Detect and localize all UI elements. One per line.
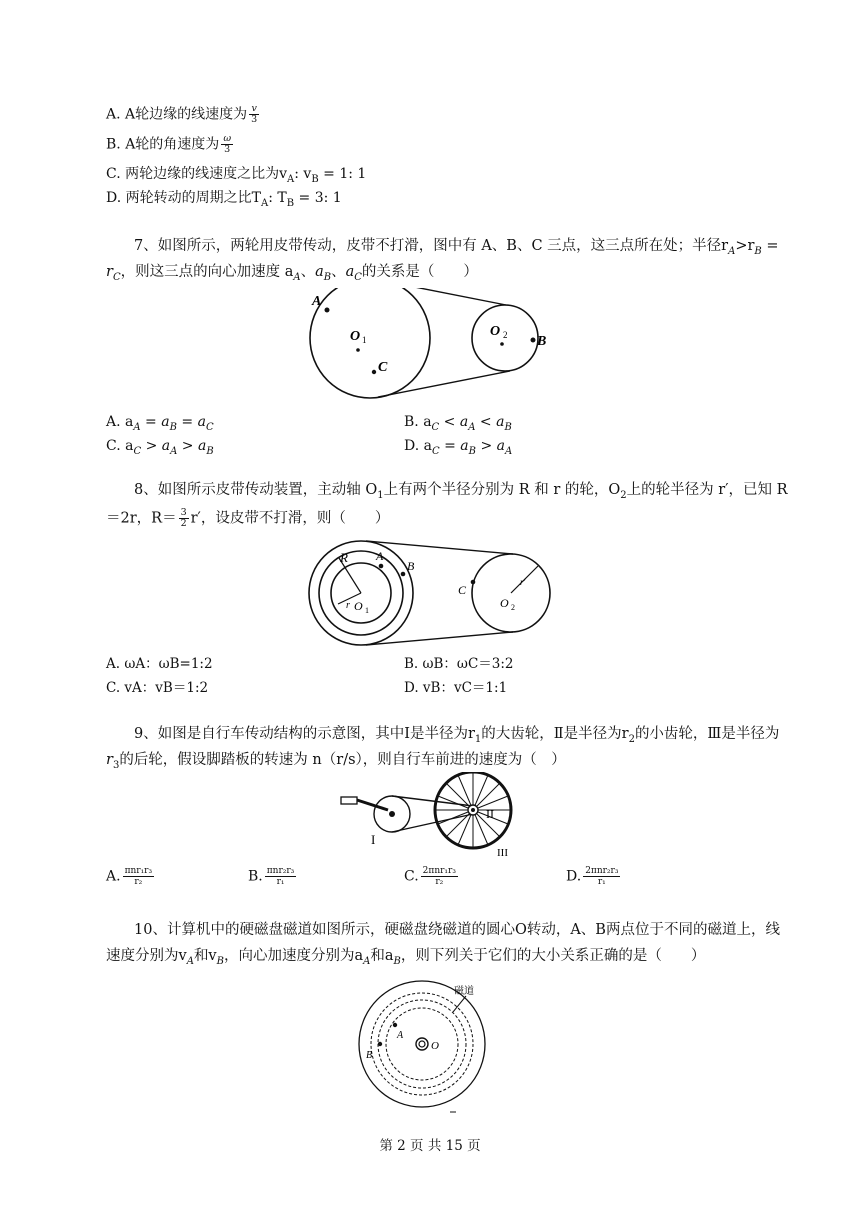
- q10-track-3: [386, 1008, 458, 1080]
- q8-option-a: A. ωA：ωB=1:2: [106, 656, 213, 672]
- q9-big-gear-axle: [389, 811, 395, 817]
- q9-chain-bottom: [392, 814, 473, 832]
- q9-b-num: πnr₂r₃: [266, 866, 295, 876]
- q6-option-a-fraction: [249, 104, 259, 125]
- page-footer: 第 2 页 共 15 页: [379, 1138, 481, 1154]
- q8-figure-belt-device: [306, 538, 556, 648]
- q10-point-a: [393, 1023, 397, 1027]
- q8-option-d: D. vB：vC＝1:1: [404, 680, 508, 696]
- q8-point-b: [401, 572, 406, 577]
- q7-line1-end: =: [761, 238, 779, 254]
- q8-frac-num: 3: [180, 507, 187, 518]
- q9-hub: [471, 808, 475, 812]
- q6-option-d-tail: : T: [268, 190, 287, 206]
- q8-label-o1: O: [354, 599, 363, 613]
- q6-option-d-text: D. 两轮转动的周期之比T: [106, 190, 261, 206]
- q8-label-a: A: [376, 549, 384, 563]
- q7-point-b: [531, 338, 536, 343]
- q7-label-b: B: [537, 334, 547, 349]
- q7-line1-text: 7、如图所示，两轮用皮带传动，皮带不打滑，图中有 A、B、C 三点，这三点所在处；半径r: [134, 238, 729, 254]
- q6-b-frac-num: ω: [223, 133, 232, 144]
- q8-label-r: r: [346, 600, 350, 611]
- q10-label-b: B: [366, 1050, 373, 1061]
- q10-line2-text: 速度分别为v: [106, 948, 187, 964]
- q8-label-r-prime: r′: [520, 577, 526, 587]
- q7-center-o2: [500, 342, 504, 346]
- q9-option-a: [106, 866, 156, 887]
- q7-option-a: A. $a_A = a_B = a_C$: [106, 414, 214, 433]
- q10-hub-inner: [419, 1041, 425, 1047]
- q10-label-o: O: [431, 1040, 439, 1052]
- q9-crank: [357, 800, 388, 810]
- q7-option-c: C. $a_C > a_A > a_B$: [106, 438, 214, 457]
- q8-point-c: [471, 580, 476, 585]
- q7-option-b-text: B. a: [404, 414, 432, 430]
- q9-c-num: 2πnr₁r₃: [422, 866, 456, 876]
- q9-line1-mid: 的大齿轮，Ⅱ是半径为r: [481, 726, 629, 742]
- q6-option-d-end: = 3: 1: [294, 190, 342, 206]
- q8-option-b: B. ωB：ωC＝3:2: [404, 656, 514, 672]
- q7-center-o1: [356, 348, 360, 352]
- q8-label-o1-sub: 1: [365, 606, 369, 615]
- q7-option-d-text: D. a: [404, 438, 432, 454]
- q6-option-c-tail: : v: [294, 166, 312, 182]
- q6-option-b-text: B. A轮的角速度为: [106, 136, 220, 153]
- q8-label-o2-sub: 2: [511, 603, 515, 612]
- q8-belt-top: [366, 541, 513, 554]
- q8-line1-mid: 上有两个半径分别为 R 和 r 的轮，O: [383, 482, 621, 498]
- q10-stem-line2: 速度分别为$v_A$和$v_B$，向心加速度分别为$a_A$和$a_B$，则下列关于它们的大小关系正确的是（ ）: [106, 948, 706, 967]
- q9-d-num: 2πnr₂r₃: [585, 866, 619, 876]
- q7-line2-text: ，则这三点的向心加速度 a: [120, 264, 294, 280]
- q7-option-a-text: A. a: [106, 414, 134, 430]
- q9-option-a-label: A.: [106, 868, 121, 885]
- q9-label-iii: III: [497, 847, 508, 858]
- q9-option-b: [248, 866, 298, 887]
- q6-option-c-end: = 1: 1: [318, 166, 367, 182]
- q9-option-b-label: B.: [248, 868, 263, 885]
- q8-point-a: [379, 564, 384, 569]
- q8-frac-den: 2: [180, 518, 187, 529]
- q8-label-b: B: [407, 559, 415, 573]
- q8-fraction: [179, 508, 189, 529]
- q8-label-c: C: [458, 583, 467, 597]
- q9-label-i: I: [371, 832, 376, 847]
- q6-option-a-text: A. A轮边缘的线速度为: [106, 106, 248, 123]
- q9-option-d: [566, 866, 622, 887]
- q10-label-track: 磁道: [454, 986, 474, 997]
- q10-stem-line1: 10、计算机中的硬磁盘磁道如图所示，硬磁盘绕磁道的圆心O转动，A、B两点位于不同的磁道上，线: [134, 922, 780, 938]
- q8-option-c: C. vA：vB＝1:2: [106, 680, 209, 696]
- q7-label-o1: O: [350, 329, 361, 344]
- q9-line2-text: 的后轮，假设脚踏板的转速为 n（r/s），则自行车前进的速度为（ ）: [119, 752, 566, 768]
- q6-option-c-text: C. 两轮边缘的线速度之比为v: [106, 166, 288, 182]
- q9-figure-bicycle-drive: [338, 772, 528, 858]
- q10-line2-mid3: 和a: [370, 948, 394, 964]
- q10-track-2: [378, 1000, 466, 1088]
- q8-line1-text: 8、如图所示皮带传动装置，主动轴 O: [134, 482, 378, 498]
- q9-option-c-label: C.: [404, 868, 419, 885]
- q7-belt-bottom: [378, 371, 510, 397]
- q8-line2-b: r′，设皮带不打滑，则（ ）: [190, 510, 390, 527]
- q8-stem-line1: 8、如图所示皮带传动装置，主动轴 $O_1$上有两个半径分别为 R 和 r 的轮，$O_2$上的轮半径为 r′，已知 R: [134, 482, 788, 501]
- q9-b-den: r₁: [276, 877, 285, 887]
- q7-option-b: B. $a_C < a_A < a_B$: [404, 414, 512, 433]
- q6-a-frac-den: 3: [251, 114, 258, 125]
- q9-stem-line1: 9、如图是自行车传动结构的示意图，其中Ⅰ是半径为$r_1$的大齿轮，Ⅱ是半径为$r_2$的小齿轮，Ⅲ是半径为: [134, 726, 780, 745]
- q6-option-d: D. 两轮转动的周期之比$T_A$: $T_B = 3$: 1: [106, 190, 342, 209]
- q9-line1-end: 的小齿轮，Ⅲ是半径为: [634, 726, 780, 742]
- q9-label-ii: II: [486, 807, 494, 821]
- q7-stem-line2: $r_C$，则这三点的向心加速度 $a_A$、$a_B$、$a_C$的关系是（ ）: [106, 264, 478, 283]
- q9-pedal: [341, 797, 357, 804]
- q10-line2-mid: 和v: [193, 948, 217, 964]
- q7-label-o2: O: [490, 324, 501, 339]
- q7-figure-belt-pulleys: [300, 288, 560, 400]
- q10-line2-end: ，则下列关于它们的大小关系正确的是（ ）: [400, 948, 706, 964]
- q8-label-o2: O: [500, 596, 509, 610]
- q7-pulley-large: [310, 288, 430, 398]
- q7-option-d: D. $a_C = a_B > a_A$: [404, 438, 513, 457]
- q9-a-num: πnr₁r₃: [124, 866, 153, 876]
- q9-option-b-fraction: [265, 866, 297, 887]
- q8-label-R: R: [340, 550, 348, 565]
- q6-option-a: [106, 104, 261, 125]
- q6-b-frac-den: 3: [224, 144, 231, 155]
- q10-figure-hard-disk: [356, 976, 516, 1116]
- q8-stem-line2: [106, 508, 389, 529]
- q9-option-d-label: D.: [566, 868, 582, 885]
- q7-line1-mid: >r: [735, 238, 755, 254]
- q9-option-a-fraction: [123, 866, 155, 887]
- q7-label-c: C: [378, 360, 388, 375]
- q6-option-b-fraction: [221, 134, 233, 155]
- q9-stem-line2: $r_3$的后轮，假设脚踏板的转速为 n（r/s），则自行车前进的速度为（ ）: [106, 752, 566, 771]
- q7-label-o2-sub: 2: [503, 330, 508, 340]
- q10-line2-mid2: ，向心加速度分别为a: [224, 948, 364, 964]
- q7-label-a: A: [312, 294, 322, 309]
- q10-point-b: [378, 1042, 382, 1046]
- q7-label-o1-sub: 1: [362, 335, 367, 345]
- q10-hub-outer: [416, 1038, 428, 1050]
- q7-option-c-text: C. a: [106, 438, 134, 454]
- q9-option-c-fraction: [421, 866, 458, 887]
- q8-belt-bottom: [366, 632, 513, 645]
- q9-option-c: [404, 866, 460, 887]
- q7-belt-top: [374, 288, 506, 305]
- q9-c-den: r₂: [435, 877, 444, 887]
- q7-point-a: [325, 308, 330, 313]
- q7-point-c: [372, 370, 376, 374]
- q9-line1-text: 9、如图是自行车传动结构的示意图，其中Ⅰ是半径为r: [134, 726, 475, 742]
- q10-label-a: A: [397, 1030, 404, 1041]
- q7-stem-line1: 7、如图所示，两轮用皮带传动，皮带不打滑，图中有 A、B、C 三点，这三点所在处；半径$r_A>r_B$ =: [134, 238, 779, 257]
- q8-line2-a: ＝2r，R＝: [106, 510, 177, 527]
- q9-d-den: r₁: [597, 877, 606, 887]
- q6-a-frac-num: v: [249, 104, 259, 115]
- q9-a-den: r₂: [134, 877, 143, 887]
- q6-option-c: C. 两轮边缘的线速度之比为$v_A$: $v_B = 1$: 1: [106, 166, 367, 185]
- q8-line1-end: 上的轮半径为 r′，已知 R: [626, 482, 788, 498]
- q7-line2-end: 的关系是（ ）: [361, 264, 478, 280]
- q9-option-d-fraction: [583, 866, 620, 887]
- q6-option-b: [106, 134, 235, 155]
